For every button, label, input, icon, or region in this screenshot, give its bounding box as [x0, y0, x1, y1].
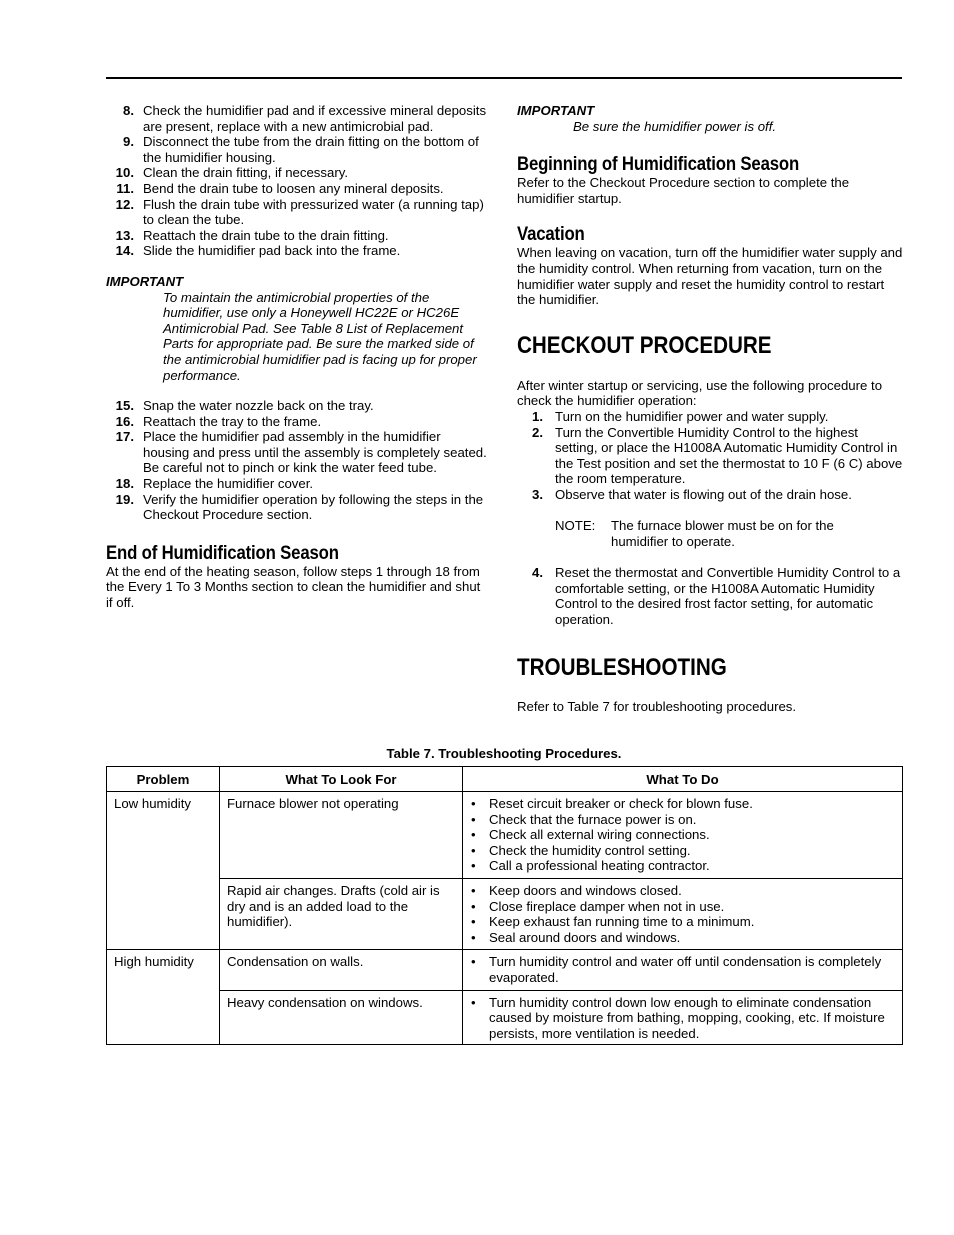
step-item: 8. Check the humidifier pad and if excessive mineral deposits are present, replace with a new antimicrobial pad.	[123, 103, 487, 134]
section-heading-end-season: End of Humidification Season	[106, 541, 339, 564]
table-row	[107, 792, 903, 879]
step-item: 16. Reattach the tray to the frame.	[115, 413, 322, 429]
step-item: 15. Snap the water nozzle back on the tray.	[115, 398, 374, 414]
problem-cell: High humidity	[107, 950, 220, 1045]
column-header: What To Look For	[220, 767, 463, 792]
look-for-cell: Furnace blower not operating	[220, 792, 463, 879]
steps-list-a	[106, 103, 488, 259]
table-caption: Table 7. Troubleshooting Procedures.	[386, 746, 622, 761]
note	[517, 518, 903, 549]
important-label: IMPORTANT	[517, 103, 595, 118]
list-item: • Reset circuit breaker or check for blown fuse.	[470, 796, 895, 812]
step-item: 1. Turn on the humidifier power and water supply.	[532, 408, 829, 424]
step-item: 18. Replace the humidifier cover.	[115, 476, 314, 492]
list-item: • Keep exhaust fan running time to a minimum.	[470, 914, 895, 930]
right-column	[517, 103, 903, 714]
checkout-steps-continued	[517, 565, 903, 627]
step-item: 19. Verify the humidifier operation by following the steps in the Checkout Procedure section.	[115, 491, 484, 523]
step-item: 4. Reset the thermostat and Convertible Humidity Control to a comfortable setting, or the H1008A Automatic Humidity Control to the desired frost factor setting, for automatic operation.	[532, 565, 901, 628]
list-item: • Turn humidity control and water off until condensation is completely evaporated.	[470, 954, 895, 985]
what-to-do-cell	[463, 990, 903, 1045]
what-to-do-cell	[463, 792, 903, 879]
look-for-cell: Heavy condensation on windows.	[220, 990, 463, 1045]
note-text: The furnace blower must be on for the humidifier to operate.	[611, 518, 834, 549]
step-item: 13. Reattach the drain tube to the drain fitting.	[115, 227, 389, 243]
list-item: • Keep doors and windows closed.	[470, 883, 895, 899]
list-item: • Turn humidity control down low enough to eliminate condensation caused by moisture from bathing, mopping, cooking, etc. If moisture persists, more ventilation is needed.	[470, 995, 895, 1042]
column-header: What To Do	[463, 767, 903, 792]
what-to-do-cell	[463, 878, 903, 949]
section-heading-checkout: CHECKOUT PROCEDURE	[517, 331, 772, 359]
list-item: • Call a professional heating contractor.	[470, 858, 895, 874]
important-label: IMPORTANT	[106, 273, 184, 289]
checkout-intro: After winter startup or servicing, use the following procedure to check the humidifier operation:	[517, 377, 883, 409]
step-item: 3. Observe that water is flowing out of the drain hose.	[532, 486, 852, 502]
left-column	[106, 103, 488, 611]
look-for-cell: Condensation on walls.	[220, 950, 463, 990]
step-item: 11. Bend the drain tube to loosen any mineral deposits.	[116, 180, 444, 196]
section-heading-troubleshooting: TROUBLESHOOTING	[517, 653, 727, 681]
look-for-cell: Rapid air changes. Drafts (cold air is dry and is an added load to the humidifier).	[220, 878, 463, 949]
note-label: NOTE:	[555, 518, 596, 534]
table-row	[107, 878, 903, 949]
section-heading-vacation: Vacation	[517, 223, 585, 246]
step-item: 2. Turn the Convertible Humidity Control to the highest setting, or place the H1008A Automatic Humidity Control in the Test position and set the thermostat to 10 F (6 C) above the room temperature.	[532, 424, 903, 487]
column-header: Problem	[107, 767, 220, 792]
table-row	[107, 950, 903, 990]
problem-cell: Low humidity	[107, 792, 220, 950]
section-heading-beginning-season: Beginning of Humidification Season	[517, 153, 800, 176]
troubleshooting-text: Refer to Table 7 for troubleshooting procedures.	[517, 698, 797, 714]
step-item: 14. Slide the humidifier pad back into the frame.	[115, 243, 401, 259]
steps-list-b	[106, 398, 488, 523]
header-rule	[106, 77, 902, 79]
troubleshooting-table	[106, 766, 903, 1045]
step-item: 12. Flush the drain tube with pressurized water (a running tap) to clean the tube.	[115, 196, 484, 228]
table-row	[107, 990, 903, 1045]
end-season-text: At the end of the heating season, follow steps 1 through 18 from the Every 1 To 3 Months section to clean the humidifier and shut if off.	[106, 563, 481, 611]
list-item: • Check the humidity control setting.	[470, 843, 895, 859]
step-item: 9. Disconnect the tube from the drain fitting on the bottom of the humidifier housing.	[123, 134, 479, 165]
list-item: • Seal around doors and windows.	[470, 930, 895, 946]
step-item: 17. Place the humidifier pad assembly in the humidifier housing and press until the assembly is completely seated. Be careful not to pinch or kink the water feed tube.	[115, 429, 487, 476]
list-item: • Close fireplace damper when not in use.	[470, 899, 895, 915]
table-header-row	[107, 767, 903, 792]
step-item: 10. Clean the drain fitting, if necessary.	[115, 165, 348, 181]
list-item: • Check that the furnace power is on.	[470, 812, 895, 828]
list-item: • Check all external wiring connections.	[470, 827, 895, 843]
vacation-text: When leaving on vacation, turn off the humidifier water supply and the humidity control. When returning from vacation, turn on the humidifier water supply and reset the humidity control to restart the humidifier.	[517, 245, 903, 308]
important-text: To maintain the antimicrobial properties of the humidifier, use only a Honeywell HC22E or HC26E Antimicrobial Pad. See Table 8 List of Replacement Parts for appropriate pad. Be sure the marked side of the antimicrobial humidifier pad is facing up for proper performance.	[163, 289, 477, 383]
beginning-season-text: Refer to the Checkout Procedure section to complete the humidifier startup.	[517, 175, 850, 206]
checkout-steps	[517, 409, 903, 503]
what-to-do-cell	[463, 950, 903, 990]
important-text: Be sure the humidifier power is off.	[573, 118, 777, 134]
